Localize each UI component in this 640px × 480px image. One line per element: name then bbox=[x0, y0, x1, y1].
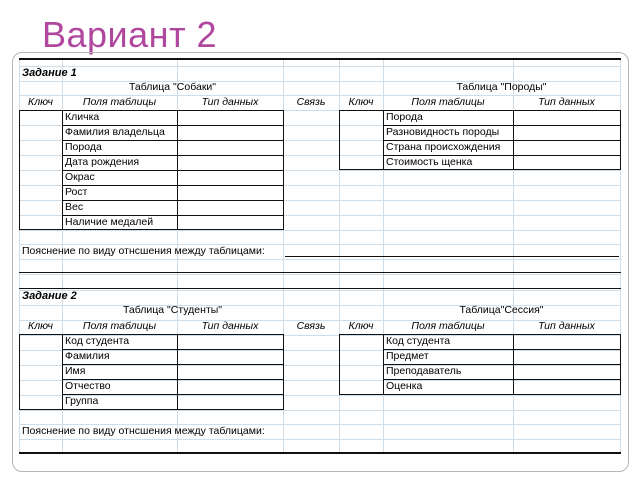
column-header-fields: Поля таблицы bbox=[82, 320, 157, 332]
grid-line bbox=[19, 274, 621, 275]
field-cell[interactable]: Отчество bbox=[65, 380, 111, 392]
answer-line bbox=[285, 256, 619, 257]
spreadsheet bbox=[19, 58, 621, 454]
field-cell[interactable]: Порода bbox=[386, 111, 423, 123]
task1-right-key-column bbox=[339, 110, 384, 170]
field-cell[interactable]: Код студента bbox=[65, 335, 130, 347]
bottom-border bbox=[19, 452, 621, 454]
top-border bbox=[19, 58, 621, 60]
task1-relation-note: Пояснение по виду отнсшения между таблицами: bbox=[22, 245, 265, 257]
grid-line bbox=[19, 259, 621, 260]
column-header-type: Тип данных bbox=[538, 96, 595, 108]
row-divider bbox=[62, 364, 284, 365]
column-header-type: Тип данных bbox=[538, 320, 595, 332]
slide-title: Вариант 2 bbox=[42, 14, 218, 55]
task2-label: Задание 2 bbox=[22, 290, 77, 302]
field-cell[interactable]: Страна происхождения bbox=[386, 141, 501, 153]
task1-label: Задание 1 bbox=[22, 67, 77, 79]
field-cell[interactable]: Стоимость щенка bbox=[386, 156, 473, 168]
field-cell[interactable]: Наличие медалей bbox=[65, 216, 154, 228]
column-header-fields: Поля таблицы bbox=[82, 96, 157, 108]
task2-left-key-column bbox=[19, 334, 63, 410]
grid-line bbox=[19, 439, 621, 440]
column-header-key: Ключ bbox=[28, 320, 53, 332]
column-header-fields: Поля таблицы bbox=[411, 96, 485, 108]
field-cell[interactable]: Дата рождения bbox=[65, 156, 140, 168]
column-header-type: Тип данных bbox=[201, 96, 259, 108]
grid-line bbox=[19, 230, 621, 231]
field-cell[interactable]: Разновидность породы bbox=[386, 126, 500, 138]
row-divider bbox=[62, 170, 284, 171]
field-cell[interactable]: Фамилия владельца bbox=[65, 126, 165, 138]
task1-left-table-title: Таблица "Собаки" bbox=[128, 81, 217, 93]
row-divider bbox=[62, 185, 284, 186]
field-cell[interactable]: Имя bbox=[65, 365, 86, 377]
column-header-key: Ключ bbox=[348, 320, 374, 332]
section-divider bbox=[19, 288, 621, 289]
column-divider bbox=[177, 334, 178, 410]
grid-line bbox=[19, 66, 621, 67]
column-header-fields: Поля таблицы bbox=[411, 320, 485, 332]
field-cell[interactable]: Предмет bbox=[386, 350, 429, 362]
task1-left-key-column bbox=[19, 110, 63, 230]
field-cell[interactable]: Рост bbox=[65, 186, 88, 198]
field-cell[interactable]: Преподаватель bbox=[386, 365, 462, 377]
field-cell[interactable]: Окрас bbox=[65, 171, 95, 183]
field-cell[interactable]: Вес bbox=[65, 201, 84, 213]
column-header-key: Ключ bbox=[28, 96, 53, 108]
field-cell[interactable]: Кличка bbox=[65, 111, 100, 123]
section-divider bbox=[19, 272, 621, 273]
grid-line bbox=[19, 410, 621, 411]
column-header-key: Ключ bbox=[348, 96, 374, 108]
field-cell[interactable]: Код студента bbox=[386, 335, 451, 347]
column-header-link: Связь bbox=[296, 96, 326, 108]
row-divider bbox=[62, 200, 284, 201]
column-header-type: Тип данных bbox=[201, 320, 259, 332]
field-cell[interactable]: Группа bbox=[65, 395, 99, 407]
column-header-link: Связь bbox=[296, 320, 326, 332]
task2-right-key-column bbox=[339, 334, 384, 395]
task1-right-table-title: Таблица "Породы" bbox=[456, 81, 547, 93]
field-cell[interactable]: Порода bbox=[65, 141, 102, 153]
task2-left-table-title: Таблица "Студенты" bbox=[122, 304, 223, 316]
task2-right-table-title: Таблица"Сессия" bbox=[459, 304, 544, 316]
task2-relation-note: Пояснение по виду отнсшения между таблицами: bbox=[22, 425, 265, 437]
field-cell[interactable]: Фамилия bbox=[65, 350, 110, 362]
field-cell[interactable]: Оценка bbox=[386, 380, 423, 392]
grid-line bbox=[19, 290, 621, 291]
